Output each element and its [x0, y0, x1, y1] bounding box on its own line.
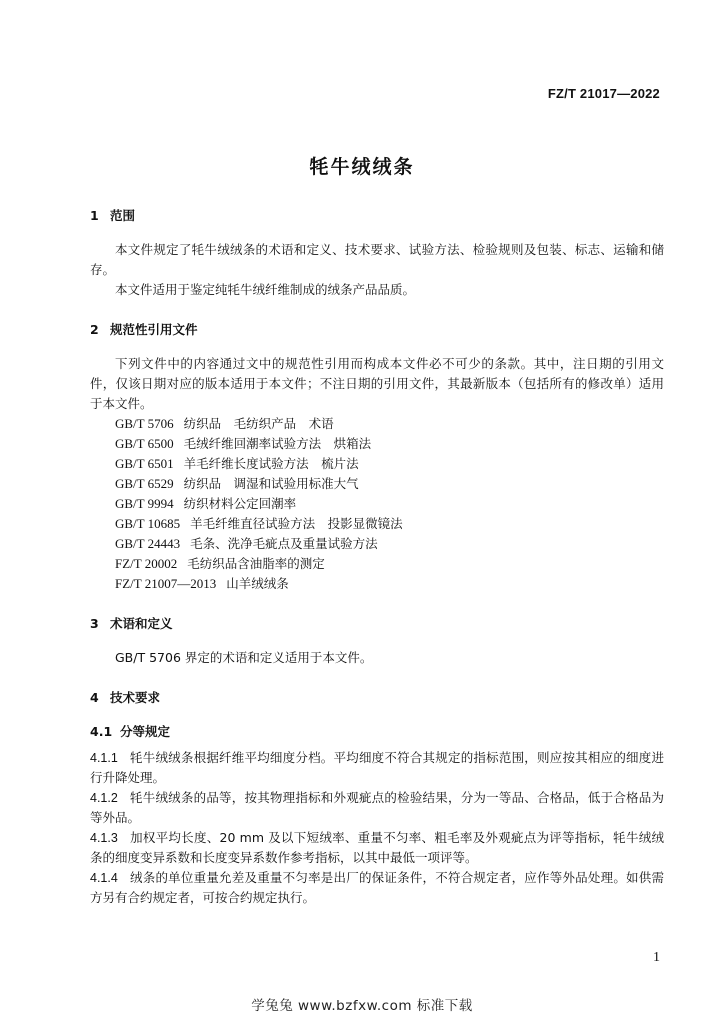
document-body [90, 206, 664, 908]
document-title: 牦牛绒绒条 [309, 156, 415, 178]
reference-title: 毛绒纤维回潮率试验方法 烘箱法 [183, 436, 372, 451]
reference-code: GB/T 5706 [115, 416, 174, 431]
reference-list [90, 414, 664, 594]
reference-title: 纺织材料公定回潮率 [183, 496, 297, 511]
standard-code: FZ/T 21017—2022 [547, 86, 660, 101]
clause-text: 绒条的单位重量允差及重量不匀率是出厂的保证条件，不符合规定者，应作等外品处理。如供需方另有合约规定者，可按合约规定执行。 [90, 870, 664, 905]
reference-title: 纺织品 调湿和试验用标准大气 [183, 476, 359, 491]
reference-title: 羊毛纤维直径试验方法 投影显微镜法 [190, 516, 403, 531]
section-number: 2 [90, 322, 99, 337]
reference-code: GB/T 6501 [115, 456, 174, 471]
clause-4-1-3 [90, 828, 664, 868]
reference-title: 羊毛纤维长度试验方法 梳片法 [183, 456, 359, 471]
section-title: 范围 [110, 208, 136, 223]
reference-code: FZ/T 21007—2013 [115, 576, 217, 591]
section-heading-3 [90, 614, 664, 634]
footer-watermark: 学兔兔 www.bzfxw.com 标准下载 [251, 998, 473, 1014]
reference-title: 纺织品 毛纺织产品 术语 [183, 416, 334, 431]
clause-4-1-4 [90, 868, 664, 908]
subsection-heading-4-1 [90, 722, 664, 742]
clause-number: 4.1.2 [90, 791, 118, 805]
reference-item [90, 414, 664, 434]
reference-item [90, 494, 664, 514]
section-heading-1 [90, 206, 664, 226]
reference-code: GB/T 24443 [115, 536, 181, 551]
paragraph: 本文件规定了牦牛绒绒条的术语和定义、技术要求、试验方法、检验规则及包装、标志、运输和储存。 [90, 242, 664, 277]
clause-4-1-2 [90, 788, 664, 828]
clause-4-1-1 [90, 748, 664, 788]
reference-code: GB/T 10685 [115, 516, 181, 531]
section-number: 3 [90, 616, 99, 631]
section-number: 1 [90, 208, 99, 223]
reference-item [90, 554, 664, 574]
reference-title: 毛条、洗净毛疵点及重量试验方法 [190, 536, 378, 551]
section-heading-4 [90, 688, 664, 708]
section-title: 术语和定义 [110, 616, 173, 631]
subsection-number: 4.1 [90, 724, 113, 739]
clause-text: 牦牛绒绒条的品等，按其物理指标和外观疵点的检验结果，分为一等品、合格品，低于合格品为等外品。 [90, 790, 664, 825]
clause-text: 牦牛绒绒条根据纤维平均细度分档。平均细度不符合其规定的指标范围，则应按其相应的细度进行升降处理。 [90, 750, 664, 785]
clause-number: 4.1.1 [90, 751, 118, 765]
reference-code: GB/T 9994 [115, 496, 174, 511]
reference-item [90, 574, 664, 594]
subsection-title: 分等规定 [120, 724, 171, 739]
section-title: 规范性引用文件 [110, 322, 198, 337]
reference-title: 山羊绒绒条 [226, 576, 289, 591]
section-title: 技术要求 [110, 690, 161, 705]
reference-title: 毛纺织品含油脂率的测定 [187, 556, 325, 571]
reference-code: FZ/T 20002 [115, 556, 178, 571]
reference-item [90, 474, 664, 494]
paragraph: GB/T 5706 界定的术语和定义适用于本文件。 [115, 650, 373, 665]
reference-item [90, 454, 664, 474]
section-number: 4 [90, 690, 99, 705]
reference-item [90, 534, 664, 554]
clause-text: 加权平均长度、20 mm 及以下短绒率、重量不匀率、粗毛率及外观疵点为评等指标，牦牛绒绒条的细度变异系数和长度变异系数作参考指标，以其中最低一项评等。 [90, 830, 664, 865]
reference-code: GB/T 6500 [115, 436, 174, 451]
clause-number: 4.1.4 [90, 871, 118, 885]
reference-item [90, 434, 664, 454]
reference-item [90, 514, 664, 534]
page-number: 1 [653, 950, 660, 965]
paragraph: 下列文件中的内容通过文中的规范性引用而构成本文件必不可少的条款。其中，注日期的引用文件，仅该日期对应的版本适用于本文件；不注日期的引用文件，其最新版本（包括所有的修改单）适用于本文件。 [90, 356, 664, 411]
clause-number: 4.1.3 [90, 831, 118, 845]
paragraph: 本文件适用于鉴定纯牦牛绒纤维制成的绒条产品品质。 [115, 282, 416, 297]
reference-code: GB/T 6529 [115, 476, 174, 491]
section-heading-2 [90, 320, 664, 340]
